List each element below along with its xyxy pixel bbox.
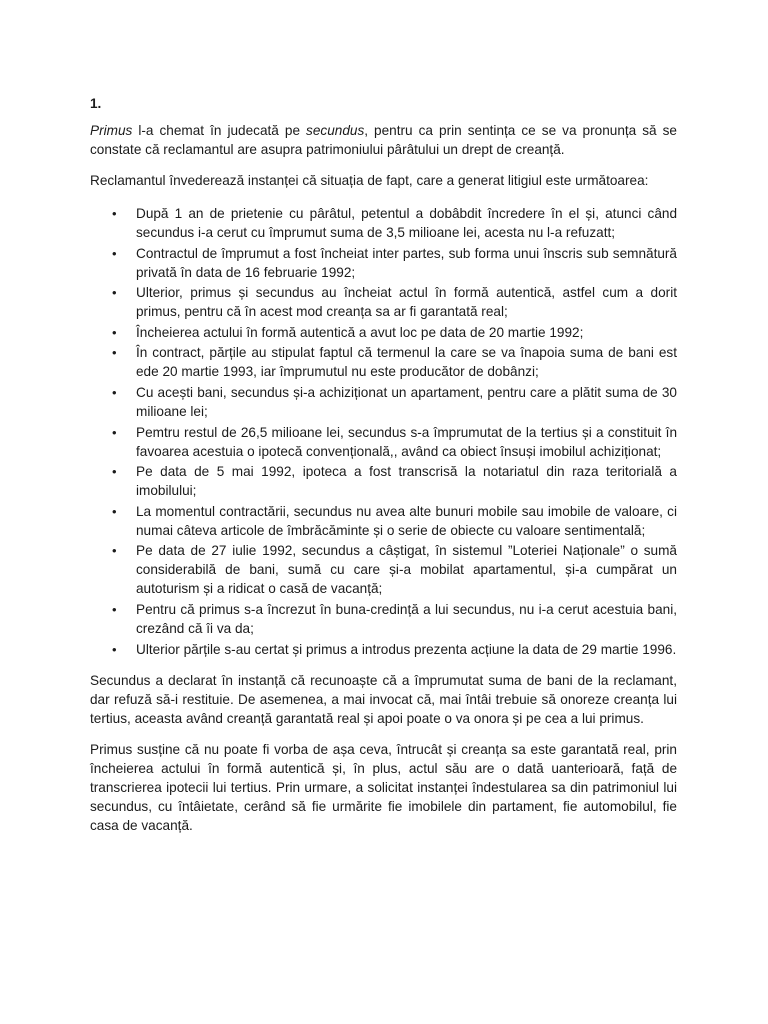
list-item-text: Pe data de 5 mai 1992, ipoteca a fost transcrisă la notariatul din raza teritorială a imobilului; <box>136 464 677 499</box>
list-item-text: Pentru că primus s-a încrezut în buna-credință a lui secundus, nu i-a cerut acestuia bani, crezând că îi va da; <box>136 601 677 636</box>
closing-section <box>90 671 677 835</box>
list-item <box>90 283 677 321</box>
bullet-icon: • <box>112 503 117 519</box>
list-item <box>90 541 677 598</box>
list-item <box>90 204 677 242</box>
document-body <box>90 94 677 847</box>
list-item-text: În contract, părțile au stipulat faptul că termenul la care se va înapoia suma de bani est ede 20 martie 1993, iar împrumutul nu este producător de dobânzi; <box>136 345 677 380</box>
bullet-icon: • <box>112 206 117 221</box>
bullet-icon: • <box>112 601 117 617</box>
list-item <box>90 244 677 282</box>
bullet-icon: • <box>112 285 117 301</box>
bullet-icon: • <box>112 324 117 340</box>
list-item-text: Cu acești bani, secundus și-a achiziționat un apartament, pentru care a plătit suma de 30 milioane lei; <box>136 384 677 419</box>
list-item <box>90 323 677 342</box>
list-item-text: Pe data de 27 iulie 1992, secundus a câștigat, în sistemul ”Loteriei Naționale” o sumă considerabilă de bani, sumă cu care și-a mobilat apartamentul, și-a cumpărat un autoturism și a ridicat o casă de vacanță; <box>136 543 677 597</box>
list-item <box>90 343 677 381</box>
intro-text-2: , pentru ca prin sentința ce se va pronunța să se constate că reclamantul are asupra patrimoniului pârâtului un drept de creanță. <box>90 123 677 157</box>
secundus-paragraph: Secundus a declarat în instanță că recunoaște că a împrumutat suma de bani de la reclamant, dar refuză să-i restituie. De asemenea, a mai invocat că, mai întâi trebuie să onoreze creanța lui tertius, aceasta având creanță garantată real și apoi poate o va onora și pe cea a lui primus. <box>90 672 677 726</box>
bullet-icon: • <box>112 464 117 480</box>
list-item <box>90 502 677 540</box>
problem-number: 1. <box>90 96 102 111</box>
bullet-icon: • <box>112 245 117 261</box>
bullet-icon: • <box>112 424 117 440</box>
bullet-icon: • <box>112 543 117 559</box>
list-item-text: Ulterior, primus și secundus au încheiat actul în formă autentică, astfel cum a dorit primus, pentru că în acest mod creanța sa ar fi garantată real; <box>136 285 677 320</box>
list-item-text: La momentul contractării, secundus nu avea alte bunuri mobile sau imobile de valoare, ci numai câteva articole de îmbrăcăminte și o serie de obiecte cu valoare sentimentală; <box>136 503 677 538</box>
list-item-text: Încheierea actului în formă autentică a avut loc pe data de 20 martie 1992; <box>136 324 584 340</box>
list-item <box>90 462 677 500</box>
intro-text-1: l-a chemat în judecată pe <box>132 123 307 138</box>
list-item <box>90 640 677 659</box>
bullet-icon: • <box>112 345 117 361</box>
list-item-text: Ulterior părțile s-au certat și primus a introdus prezenta acțiune la data de 29 martie 1996. <box>136 641 677 657</box>
list-item-text: Contractul de împrumut a fost încheiat inter partes, sub forma unui înscris sub semnătură privată în data de 16 februarie 1992; <box>136 245 677 280</box>
intro-paragraph <box>90 121 677 159</box>
list-item <box>90 383 677 421</box>
list-item-text: Pemtru restul de 26,5 milioane lei, secundus s-a împrumutat de la tertius și a constituit în favoarea acestuia o ipotecă convențională,, având ca obiect însuși imobilul achiziționat; <box>136 424 677 459</box>
intro-name-secundus: secundus <box>306 123 365 138</box>
list-item-text: După 1 an de prietenie cu pârâtul, petentul a dobâbdit încredere în el și, atunci când secundus i-a cerut cu împrumut suma de 3,5 milioane lei, acesta nu l-a refuzatt; <box>136 206 677 240</box>
list-item <box>90 423 677 461</box>
primus-paragraph: Primus susține că nu poate fi vorba de așa ceva, întrucât și creanța sa este garantată real, prin încheierea actului în formă autentică și, în plus, actul său are o dată uanterioară, față de transcrierea ipotecii lui tertius. Prin urmare, a solicitat instanței îndestularea sa din patrimoniul lui secundus, cu întâietate, cerând să fie urmărite fie imobilele din partament, fie automobilul, fie casa de vacanță. <box>90 741 677 833</box>
facts-list <box>90 204 677 659</box>
bullet-icon: • <box>112 641 117 657</box>
list-item <box>90 600 677 638</box>
bullet-icon: • <box>112 384 117 400</box>
lead-paragraph: Reclamantul învederează instanței că situația de fapt, care a generat litigiul este următoarea: <box>90 173 649 188</box>
intro-name-primus: Primus <box>90 123 133 138</box>
